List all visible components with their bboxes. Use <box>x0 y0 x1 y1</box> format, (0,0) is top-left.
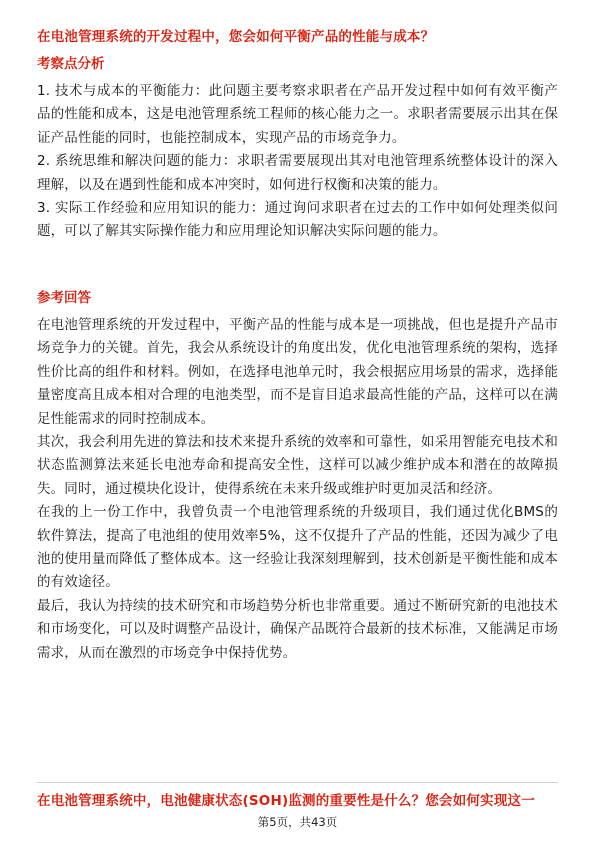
analysis-section-label: 考察点分析 <box>37 56 105 72</box>
analysis-item: 2. 系统思维和解决问题的能力：求职者需要展现出其对电池管理系统整体设计的深入理解，以及在遇到性能和成本冲突时，如何进行权衡和决策的能力。 <box>37 153 558 193</box>
analysis-list <box>37 80 558 244</box>
answer-paragraph: 在我的上一份工作中，我曾负责一个电池管理系统的升级项目，我们通过优化BMS的软件算法，提高了电池组的使用效率5%，这不仅提升了产品的性能，还因为减少了电池的使用量而降低了整体成本。这一经验让我深刻理解到，技术创新是平衡性能和成本的有效途径。 <box>37 504 558 591</box>
page-number-footer: 第5页，共43页 <box>257 815 338 829</box>
answer-paragraph: 在电池管理系统的开发过程中，平衡产品的性能与成本是一项挑战，但也是提升产品市场竞争力的关键。首先，我会从系统设计的角度出发，优化电池管理系统的架构，选择性价比高的组件和材料。例如，在选择电池单元时，我会根据应用场景的需求，选择能量密度高且成本相对合理的电池类型，而不是盲目追求最高性能的产品，这样可以在满足性能需求的同时控制成本。 <box>37 317 558 427</box>
answer-section-label: 参考回答 <box>37 290 91 306</box>
answer-body <box>37 314 558 665</box>
analysis-item: 1. 技术与成本的平衡能力：此问题主要考察求职者在产品开发过程中如何有效平衡产品的性能和成本，这是电池管理系统工程师的核心能力之一。求职者需要展示出其在保证产品性能的同时，也能控制成本，实现产品的市场竞争力。 <box>37 83 558 146</box>
answer-paragraph: 其次，我会利用先进的算法和技术来提升系统的效率和可靠性，如采用智能充电技术和状态监测算法来延长电池寿命和提高安全性，这样可以减少维护成本和潜在的故障损失。同时，通过模块化设计，使得系统在未来升级或维护时更加灵活和经济。 <box>37 434 558 497</box>
question-heading: 在电池管理系统的开发过程中，您会如何平衡产品的性能与成本？ <box>37 29 435 45</box>
answer-paragraph: 最后，我认为持续的技术研究和市场趋势分析也非常重要。通过不断研究新的电池技术和市场变化，可以及时调整产品设计，确保产品既符合最新的技术标准，又能满足市场需求，从而在激烈的市场竞争中保持优势。 <box>37 597 558 661</box>
next-question-heading: 在电池管理系统中，电池健康状态(SOH)监测的重要性是什么？您会如何实现这一 <box>37 793 535 809</box>
analysis-item: 3. 实际工作经验和应用知识的能力：通过询问求职者在过去的工作中如何处理类似问题，可以了解其实际操作能力和应用理论知识解决实际问题的能力。 <box>37 200 558 240</box>
section-divider <box>37 782 558 783</box>
